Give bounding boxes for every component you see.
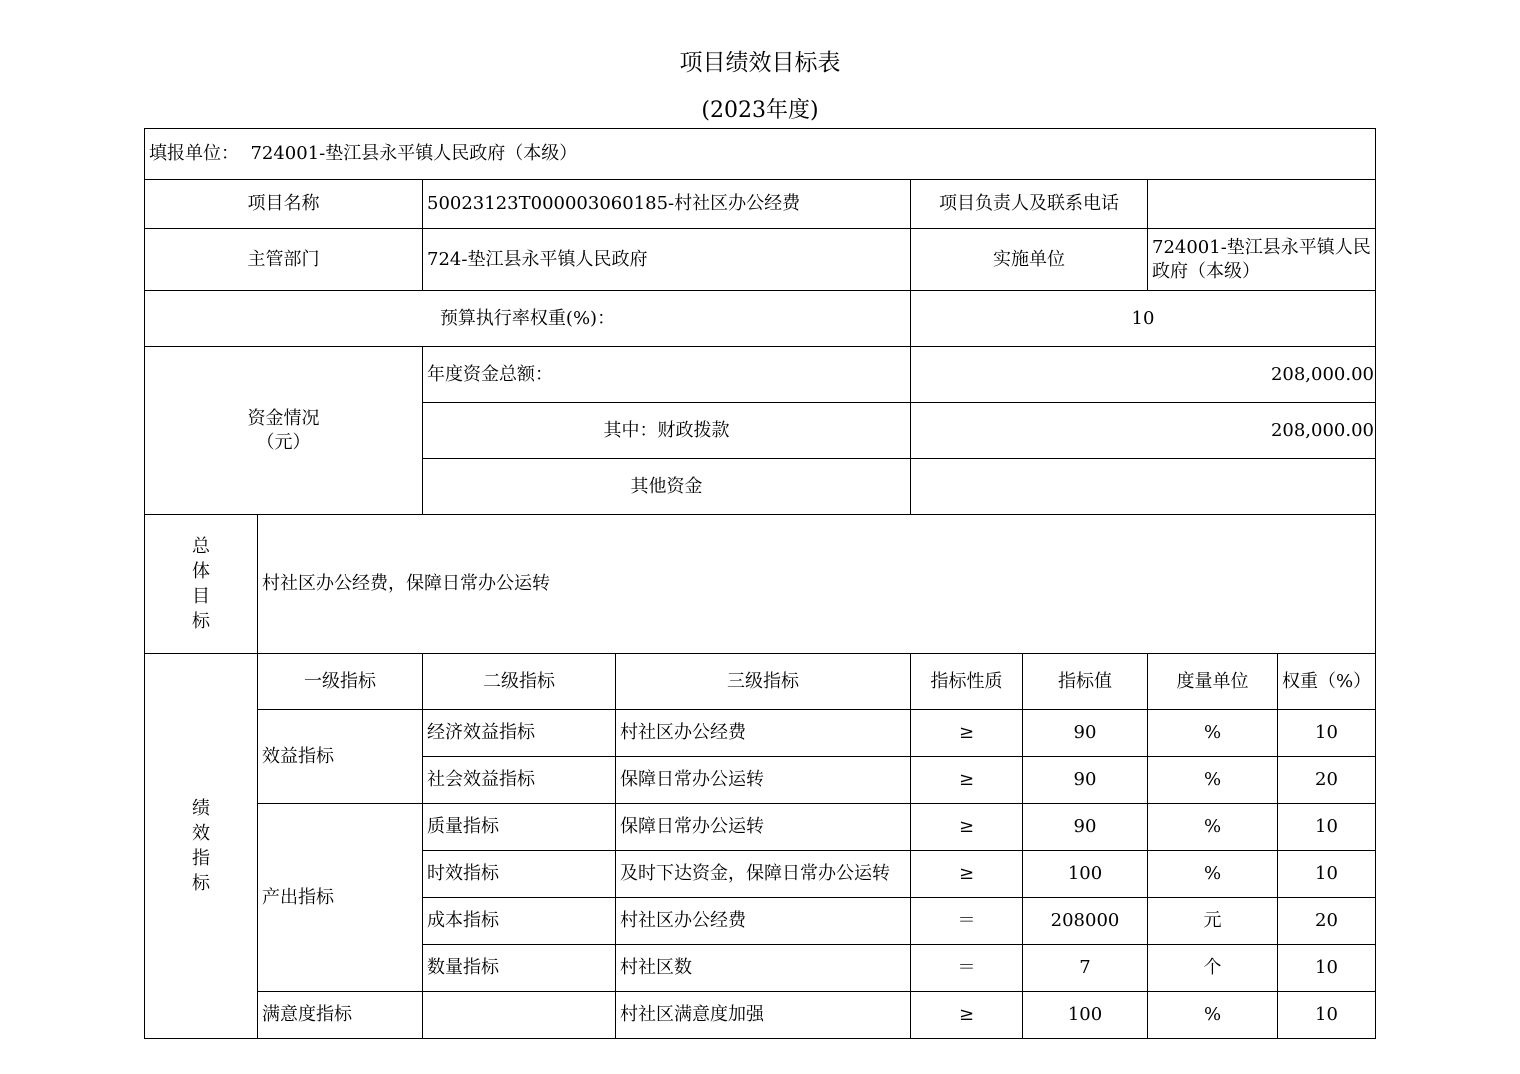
indicator-unit: % bbox=[1148, 804, 1278, 851]
dept-row bbox=[145, 229, 1376, 291]
indicator-weight: 10 bbox=[1278, 992, 1376, 1039]
indicator-weight: 10 bbox=[1278, 804, 1376, 851]
indicator-nature: ＝ bbox=[911, 945, 1023, 992]
performance-indicator-label bbox=[145, 654, 258, 1039]
annual-total-row bbox=[145, 347, 1376, 403]
fill-unit-value: 724001-垫江县永平镇人民政府（本级） bbox=[250, 143, 578, 164]
page-title: 项目绩效目标表 bbox=[679, 50, 841, 76]
indicator-unit: % bbox=[1148, 710, 1278, 757]
header-weight: 权重（%） bbox=[1278, 654, 1376, 710]
fill-unit-label: 填报单位： bbox=[149, 143, 239, 164]
indicator-level3: 保障日常办公运转 bbox=[616, 804, 911, 851]
indicator-unit: 个 bbox=[1148, 945, 1278, 992]
indicator-nature: ≥ bbox=[911, 757, 1023, 804]
overall-target-value: 村社区办公经费，保障日常办公运转 bbox=[258, 515, 1376, 654]
indicator-nature: ≥ bbox=[911, 710, 1023, 757]
header-value: 指标值 bbox=[1023, 654, 1148, 710]
impl-unit-label: 实施单位 bbox=[911, 229, 1148, 291]
indicator-weight: 10 bbox=[1278, 710, 1376, 757]
header-level2: 二级指标 bbox=[423, 654, 616, 710]
header-nature: 指标性质 bbox=[911, 654, 1023, 710]
performance-target-table bbox=[144, 128, 1376, 1039]
indicator-weight: 10 bbox=[1278, 851, 1376, 898]
project-name-value: 50023123T000003060185-村社区办公经费 bbox=[423, 180, 911, 229]
project-name-label: 项目名称 bbox=[145, 180, 423, 229]
indicator-level2: 质量指标 bbox=[423, 804, 616, 851]
performance-indicator-label-text: 绩效指标 bbox=[192, 798, 210, 894]
indicator-unit: % bbox=[1148, 851, 1278, 898]
page-subtitle: (2023年度) bbox=[701, 98, 819, 123]
indicator-level3: 村社区数 bbox=[616, 945, 911, 992]
indicator-level3: 村社区办公经费 bbox=[616, 710, 911, 757]
indicator-level3: 及时下达资金，保障日常办公运转 bbox=[616, 851, 911, 898]
header-level3: 三级指标 bbox=[616, 654, 911, 710]
annual-total-label: 年度资金总额： bbox=[423, 347, 911, 403]
impl-unit-value: 724001-垫江县永平镇人民政府（本级） bbox=[1148, 229, 1376, 291]
indicator-value: 100 bbox=[1023, 992, 1148, 1039]
indicator-weight: 20 bbox=[1278, 898, 1376, 945]
indicator-level3: 村社区满意度加强 bbox=[616, 992, 911, 1039]
indicator-value: 90 bbox=[1023, 710, 1148, 757]
indicator-level3: 保障日常办公运转 bbox=[616, 757, 911, 804]
funds-label bbox=[145, 347, 423, 515]
indicator-value: 90 bbox=[1023, 757, 1148, 804]
header-level1: 一级指标 bbox=[258, 654, 423, 710]
indicator-unit: % bbox=[1148, 757, 1278, 804]
indicator-header-row bbox=[145, 654, 1376, 710]
indicator-level2: 经济效益指标 bbox=[423, 710, 616, 757]
indicator-level2: 数量指标 bbox=[423, 945, 616, 992]
indicator-weight: 10 bbox=[1278, 945, 1376, 992]
other-funds-label: 其他资金 bbox=[423, 459, 911, 515]
indicator-nature: ≥ bbox=[911, 992, 1023, 1039]
fill-unit-cell bbox=[145, 129, 1376, 180]
funds-label-text: 资金情况（元） bbox=[247, 407, 320, 453]
dept-value: 724-垫江县永平镇人民政府 bbox=[423, 229, 911, 291]
indicator-row bbox=[145, 804, 1376, 851]
indicator-weight: 20 bbox=[1278, 757, 1376, 804]
annual-total-value: 208,000.00 bbox=[911, 347, 1376, 403]
indicator-nature: ≥ bbox=[911, 851, 1023, 898]
indicator-level2: 时效指标 bbox=[423, 851, 616, 898]
indicator-nature: ＝ bbox=[911, 898, 1023, 945]
fiscal-label: 其中：财政拨款 bbox=[423, 403, 911, 459]
other-funds-value bbox=[911, 459, 1376, 515]
budget-rate-value: 10 bbox=[911, 291, 1376, 347]
indicator-level1: 满意度指标 bbox=[258, 992, 423, 1039]
overall-target-row bbox=[145, 515, 1376, 654]
indicator-value: 100 bbox=[1023, 851, 1148, 898]
budget-rate-label: 预算执行率权重(%)： bbox=[145, 291, 911, 347]
fiscal-value: 208,000.00 bbox=[911, 403, 1376, 459]
indicator-unit: 元 bbox=[1148, 898, 1278, 945]
indicator-value: 208000 bbox=[1023, 898, 1148, 945]
contact-label: 项目负责人及联系电话 bbox=[911, 180, 1148, 229]
indicator-level3: 村社区办公经费 bbox=[616, 898, 911, 945]
fill-unit-row bbox=[145, 129, 1376, 180]
overall-target-label bbox=[145, 515, 258, 654]
indicator-row bbox=[145, 710, 1376, 757]
indicator-level2: 社会效益指标 bbox=[423, 757, 616, 804]
overall-target-label-text: 总体目标 bbox=[192, 536, 210, 632]
indicator-level1: 效益指标 bbox=[258, 710, 423, 804]
indicator-nature: ≥ bbox=[911, 804, 1023, 851]
contact-value bbox=[1148, 180, 1376, 229]
header-unit: 度量单位 bbox=[1148, 654, 1278, 710]
indicator-level1: 产出指标 bbox=[258, 804, 423, 992]
budget-rate-row bbox=[145, 291, 1376, 347]
indicator-level2 bbox=[423, 992, 616, 1039]
indicator-unit: % bbox=[1148, 992, 1278, 1039]
indicator-value: 7 bbox=[1023, 945, 1148, 992]
dept-label: 主管部门 bbox=[145, 229, 423, 291]
indicator-row bbox=[145, 992, 1376, 1039]
indicator-value: 90 bbox=[1023, 804, 1148, 851]
indicator-level2: 成本指标 bbox=[423, 898, 616, 945]
project-name-row bbox=[145, 180, 1376, 229]
